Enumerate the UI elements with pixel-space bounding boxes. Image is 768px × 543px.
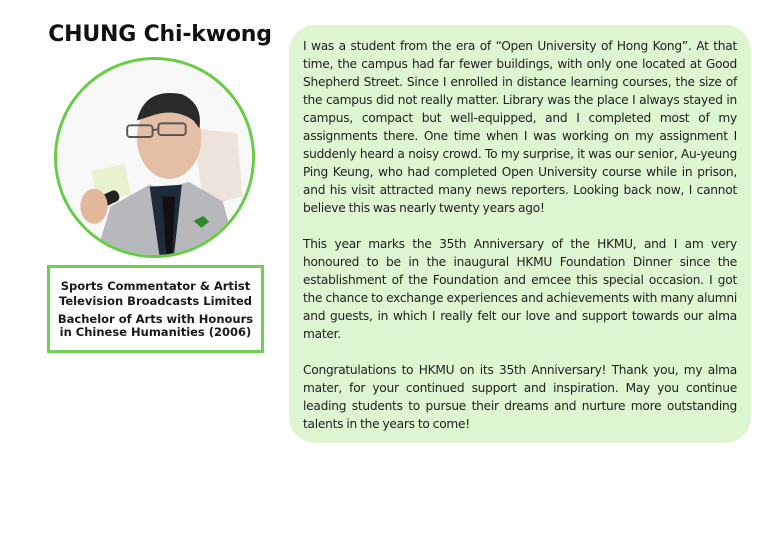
- profile-role: Sports Commentator & Artist: [60, 279, 251, 293]
- portrait-image: [57, 60, 252, 255]
- profile-degree-line2: in Chinese Humanities (2006): [59, 325, 252, 339]
- testimonial-paragraph: I was a student from the era of “Open University of Hong Kong”. At that time, the campus had far fewer buildings, with only one located at Good Shepherd Street. Since I enrolled in distance learning courses, the size of the campus did not really matter. Library was the place I always stayed in campus, compact but well-equipped, and I completed most of my assignments there. One time when I was working on my assignment I suddenly heard a noisy crowd. To my surprise, it was our senior, Au-yeung Ping Keung, who had completed Open University course while in prison, and his visit attracted many news reporters. Looking back now, I cannot believe this was nearly twenty years ago!: [303, 39, 737, 215]
- profile-degree-line1: Bachelor of Arts with Honours: [57, 312, 254, 326]
- alumnus-name: CHUNG Chi-kwong: [48, 22, 272, 47]
- testimonial-card: [289, 25, 751, 443]
- portrait-photo: [54, 57, 255, 258]
- profile-company: Television Broadcasts Limited: [59, 294, 252, 308]
- testimonial-paragraph: Congratulations to HKMU on its 35th Anniversary! Thank you, my alma mater, for your continued support and inspiration. May you continue leading students to pursue their dreams and nurture more outstanding talents in the years to come!: [303, 363, 737, 431]
- testimonial-paragraph: This year marks the 35th Anniversary of the HKMU, and I am very honoured to be in the inaugural HKMU Foundation Dinner since the establishment of the Foundation and emcee this special occasion. I got the chance to exchange experiences and achievements with many alumni and guests, in which I really felt our love and support towards our alma mater.: [303, 237, 737, 341]
- profile-info-box: [47, 265, 264, 353]
